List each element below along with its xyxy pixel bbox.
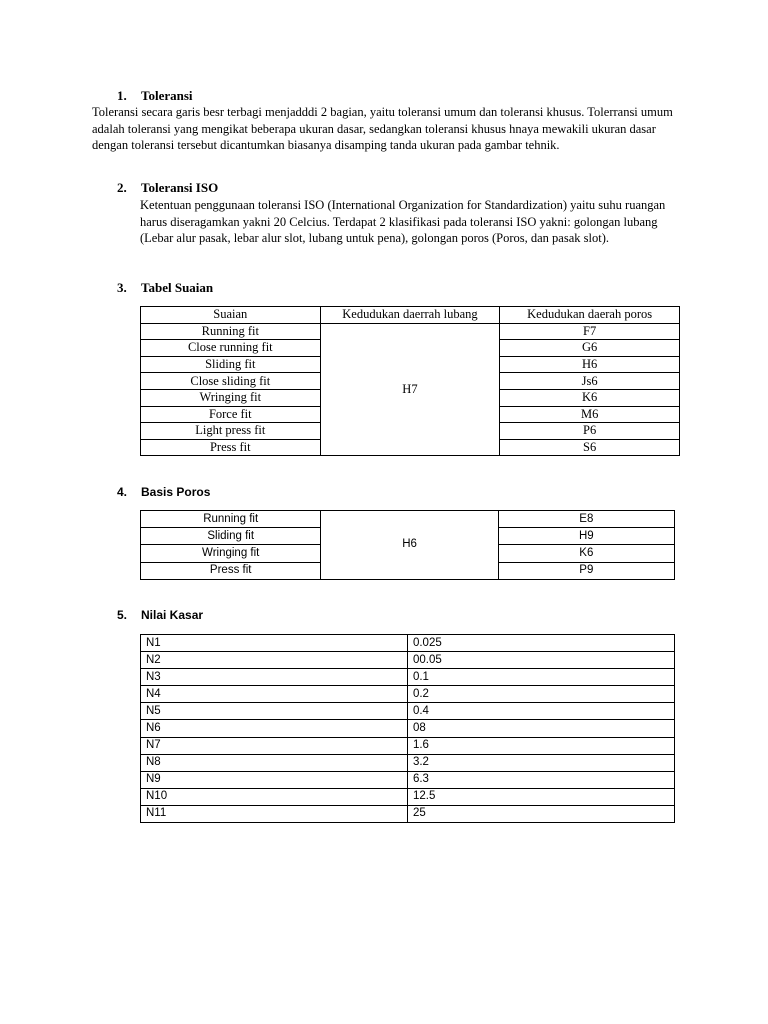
poros-cell: H6 [500, 356, 680, 373]
table-row [141, 686, 675, 703]
value-cell: 6.3 [407, 771, 674, 788]
section1-title: Toleransi [141, 88, 193, 103]
table-row [141, 754, 675, 771]
section1-heading [117, 88, 193, 104]
suaian-cell: Close running fit [141, 340, 321, 357]
suaian-cell: Wringing fit [141, 545, 321, 562]
table-row [141, 652, 675, 669]
suaian-cell: Force fit [141, 406, 321, 423]
section2-number: 2. [117, 180, 127, 195]
hole-cell: H7 [320, 323, 500, 456]
suaian-cell: Wringing fit [141, 389, 321, 406]
table-row [141, 771, 675, 788]
value-cell: 3.2 [407, 754, 674, 771]
table-header-row [141, 307, 680, 324]
poros-cell: G6 [500, 340, 680, 357]
suaian-cell: Close sliding fit [141, 373, 321, 390]
table-row [141, 703, 675, 720]
grade-cell: N1 [141, 635, 408, 652]
table-row [141, 720, 675, 737]
section3-title: Tabel Suaian [141, 280, 214, 295]
header-suaian: Suaian [141, 307, 321, 324]
grade-cell: N6 [141, 720, 408, 737]
section5-heading [117, 607, 203, 623]
grade-cell: N11 [141, 805, 408, 822]
header-lubang: Kedudukan daerrah lubang [320, 307, 500, 324]
table-row [141, 635, 675, 652]
section1-paragraph: Toleransi secara garis besr terbagi menjadddi 2 bagian, yaitu toleransi umum dan toleransi khusus. Tolerransi umum adalah toleransi yang mengikat beberapa ukuran dasar, sedangkan toleransi khusus hnaya mewakili ukuran dasar dengan toleransi tersebut dicantumkan biasanya disamping tanda ukuran pada gambar tehnik. [92, 105, 673, 153]
grade-cell: N5 [141, 703, 408, 720]
grade-cell: N2 [141, 652, 408, 669]
poros-cell: Js6 [500, 373, 680, 390]
poros-cell: M6 [500, 406, 680, 423]
section5-title: Nilai Kasar [141, 608, 204, 622]
value-cell: 0.025 [407, 635, 674, 652]
section4-heading [117, 484, 210, 500]
table-row [141, 511, 675, 528]
section3-heading [117, 280, 213, 296]
section4-title: Basis Poros [141, 485, 211, 499]
poros-cell: F7 [500, 323, 680, 340]
suaian-cell: Sliding fit [141, 356, 321, 373]
poros-cell: S6 [500, 439, 680, 456]
lubang-cell: P9 [498, 562, 674, 579]
grade-cell: N8 [141, 754, 408, 771]
value-cell: 0.2 [407, 686, 674, 703]
section2-heading [117, 180, 218, 196]
suaian-cell: Press fit [141, 439, 321, 456]
section3-number: 3. [117, 280, 127, 295]
header-poros: Kedudukan daerah poros [500, 307, 680, 324]
value-cell: 1.6 [407, 737, 674, 754]
section2-paragraph: Ketentuan penggunaan toleransi ISO (International Organization for Standardization) yaitu suhu ruangan harus diseragamkan yakni 20 Celcius. Terdapat 2 klasifikasi pada toleransi ISO yakni: golongan lubang (Lebar alur pasak, lebar alur slot, lubang untuk pena), golongan poros (Poros, dan pasak slot). [140, 198, 666, 246]
lubang-cell: K6 [498, 545, 674, 562]
table-row [141, 805, 675, 822]
table-row [141, 788, 675, 805]
table-row [141, 737, 675, 754]
value-cell: 0.4 [407, 703, 674, 720]
table-row [141, 323, 680, 340]
suaian-cell: Light press fit [141, 423, 321, 440]
section1-number: 1. [117, 88, 127, 103]
grade-cell: N4 [141, 686, 408, 703]
grade-cell: N10 [141, 788, 408, 805]
grade-cell: N7 [141, 737, 408, 754]
nilai-kasar-table [140, 634, 675, 823]
section4-number: 4. [117, 485, 128, 499]
value-cell: 0.1 [407, 669, 674, 686]
grade-cell: N3 [141, 669, 408, 686]
poros-cell: K6 [500, 389, 680, 406]
value-cell: 12.5 [407, 788, 674, 805]
poros-cell: P6 [500, 423, 680, 440]
suaian-cell: Running fit [141, 323, 321, 340]
value-cell: 25 [407, 805, 674, 822]
basis-poros-table [140, 510, 675, 580]
lubang-cell: E8 [498, 511, 674, 528]
suaian-cell: Press fit [141, 562, 321, 579]
grade-cell: N9 [141, 771, 408, 788]
suaian-cell: Running fit [141, 511, 321, 528]
suaian-cell: Sliding fit [141, 528, 321, 545]
lubang-cell: H9 [498, 528, 674, 545]
section2-title: Toleransi ISO [141, 180, 219, 195]
table-row [141, 669, 675, 686]
value-cell: 00.05 [407, 652, 674, 669]
shaft-cell: H6 [321, 511, 498, 580]
value-cell: 08 [407, 720, 674, 737]
suaian-table [140, 306, 680, 456]
section5-number: 5. [117, 608, 128, 622]
